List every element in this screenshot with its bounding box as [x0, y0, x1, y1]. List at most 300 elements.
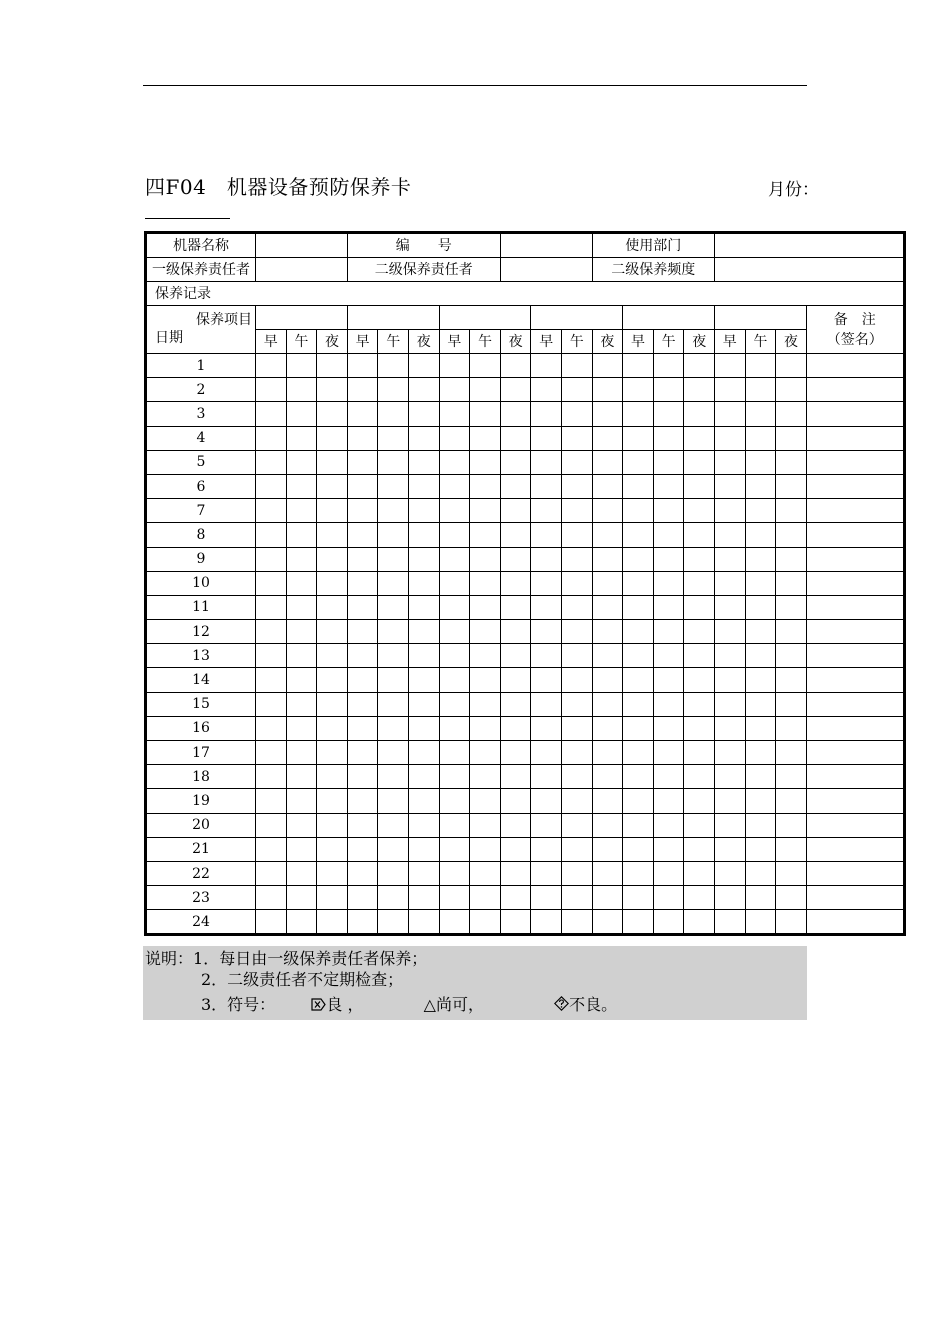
shift-cell[interactable]	[592, 765, 623, 789]
shift-cell[interactable]	[378, 402, 409, 426]
shift-cell[interactable]	[623, 668, 654, 692]
shift-cell[interactable]	[745, 474, 776, 498]
shift-cell[interactable]	[500, 402, 531, 426]
shift-cell[interactable]	[714, 402, 745, 426]
shift-cell[interactable]	[256, 789, 287, 813]
shift-cell[interactable]	[653, 378, 684, 402]
shift-cell[interactable]	[439, 354, 470, 378]
remarks-cell[interactable]	[806, 499, 904, 523]
remarks-cell[interactable]	[806, 620, 904, 644]
shift-cell[interactable]	[592, 620, 623, 644]
remarks-cell[interactable]	[806, 547, 904, 571]
shift-cell[interactable]	[500, 595, 531, 619]
shift-cell[interactable]	[286, 499, 317, 523]
shift-cell[interactable]	[439, 499, 470, 523]
shift-cell[interactable]	[317, 474, 348, 498]
shift-cell[interactable]	[317, 499, 348, 523]
shift-cell[interactable]	[684, 644, 715, 668]
shift-cell[interactable]	[592, 571, 623, 595]
shift-cell[interactable]	[378, 644, 409, 668]
remarks-cell[interactable]	[806, 571, 904, 595]
shift-cell[interactable]	[439, 426, 470, 450]
shift-cell[interactable]	[286, 595, 317, 619]
shift-cell[interactable]	[378, 474, 409, 498]
shift-cell[interactable]	[562, 861, 593, 885]
shift-cell[interactable]	[470, 765, 501, 789]
shift-cell[interactable]	[347, 620, 378, 644]
shift-cell[interactable]	[623, 474, 654, 498]
shift-cell[interactable]	[653, 886, 684, 910]
shift-cell[interactable]	[623, 523, 654, 547]
department-field[interactable]	[714, 233, 904, 258]
shift-cell[interactable]	[745, 644, 776, 668]
shift-cell[interactable]	[623, 499, 654, 523]
maintenance-item-header[interactable]	[256, 306, 348, 330]
shift-cell[interactable]	[653, 499, 684, 523]
shift-cell[interactable]	[592, 426, 623, 450]
shift-cell[interactable]	[745, 910, 776, 935]
shift-cell[interactable]	[653, 837, 684, 861]
shift-cell[interactable]	[256, 668, 287, 692]
shift-cell[interactable]	[531, 595, 562, 619]
shift-cell[interactable]	[408, 620, 439, 644]
shift-cell[interactable]	[317, 354, 348, 378]
shift-cell[interactable]	[562, 474, 593, 498]
shift-cell[interactable]	[470, 354, 501, 378]
shift-cell[interactable]	[408, 474, 439, 498]
shift-cell[interactable]	[439, 692, 470, 716]
shift-cell[interactable]	[623, 910, 654, 935]
shift-cell[interactable]	[745, 716, 776, 740]
shift-cell[interactable]	[470, 789, 501, 813]
remarks-cell[interactable]	[806, 910, 904, 935]
shift-cell[interactable]	[531, 837, 562, 861]
shift-cell[interactable]	[776, 620, 807, 644]
shift-cell[interactable]	[317, 741, 348, 765]
shift-cell[interactable]	[317, 716, 348, 740]
shift-cell[interactable]	[776, 716, 807, 740]
shift-cell[interactable]	[500, 910, 531, 935]
shift-cell[interactable]	[347, 547, 378, 571]
shift-cell[interactable]	[684, 813, 715, 837]
remarks-cell[interactable]	[806, 595, 904, 619]
shift-cell[interactable]	[531, 741, 562, 765]
shift-cell[interactable]	[684, 861, 715, 885]
shift-cell[interactable]	[317, 692, 348, 716]
shift-cell[interactable]	[684, 910, 715, 935]
shift-cell[interactable]	[531, 861, 562, 885]
remarks-cell[interactable]	[806, 474, 904, 498]
shift-cell[interactable]	[286, 547, 317, 571]
shift-cell[interactable]	[684, 692, 715, 716]
shift-cell[interactable]	[408, 354, 439, 378]
shift-cell[interactable]	[745, 595, 776, 619]
shift-cell[interactable]	[562, 450, 593, 474]
shift-cell[interactable]	[745, 813, 776, 837]
shift-cell[interactable]	[562, 741, 593, 765]
shift-cell[interactable]	[347, 741, 378, 765]
shift-cell[interactable]	[531, 644, 562, 668]
shift-cell[interactable]	[378, 378, 409, 402]
shift-cell[interactable]	[714, 813, 745, 837]
shift-cell[interactable]	[500, 450, 531, 474]
shift-cell[interactable]	[378, 741, 409, 765]
shift-cell[interactable]	[623, 547, 654, 571]
shift-cell[interactable]	[500, 426, 531, 450]
shift-cell[interactable]	[500, 716, 531, 740]
shift-cell[interactable]	[408, 886, 439, 910]
shift-cell[interactable]	[714, 378, 745, 402]
shift-cell[interactable]	[776, 378, 807, 402]
remarks-cell[interactable]	[806, 426, 904, 450]
shift-cell[interactable]	[470, 595, 501, 619]
remarks-cell[interactable]	[806, 837, 904, 861]
shift-cell[interactable]	[623, 886, 654, 910]
shift-cell[interactable]	[347, 910, 378, 935]
shift-cell[interactable]	[317, 910, 348, 935]
shift-cell[interactable]	[378, 668, 409, 692]
shift-cell[interactable]	[317, 789, 348, 813]
shift-cell[interactable]	[439, 741, 470, 765]
remarks-cell[interactable]	[806, 886, 904, 910]
shift-cell[interactable]	[347, 692, 378, 716]
remarks-cell[interactable]	[806, 354, 904, 378]
shift-cell[interactable]	[347, 813, 378, 837]
shift-cell[interactable]	[562, 571, 593, 595]
shift-cell[interactable]	[562, 620, 593, 644]
shift-cell[interactable]	[256, 378, 287, 402]
remarks-cell[interactable]	[806, 861, 904, 885]
shift-cell[interactable]	[439, 378, 470, 402]
shift-cell[interactable]	[256, 910, 287, 935]
shift-cell[interactable]	[378, 547, 409, 571]
shift-cell[interactable]	[531, 668, 562, 692]
shift-cell[interactable]	[531, 354, 562, 378]
shift-cell[interactable]	[347, 474, 378, 498]
shift-cell[interactable]	[623, 813, 654, 837]
remarks-cell[interactable]	[806, 692, 904, 716]
shift-cell[interactable]	[408, 741, 439, 765]
shift-cell[interactable]	[470, 910, 501, 935]
shift-cell[interactable]	[653, 620, 684, 644]
shift-cell[interactable]	[776, 789, 807, 813]
shift-cell[interactable]	[714, 765, 745, 789]
remarks-cell[interactable]	[806, 789, 904, 813]
shift-cell[interactable]	[347, 595, 378, 619]
shift-cell[interactable]	[439, 595, 470, 619]
shift-cell[interactable]	[531, 378, 562, 402]
shift-cell[interactable]	[776, 474, 807, 498]
shift-cell[interactable]	[776, 450, 807, 474]
shift-cell[interactable]	[286, 813, 317, 837]
shift-cell[interactable]	[653, 547, 684, 571]
shift-cell[interactable]	[684, 523, 715, 547]
shift-cell[interactable]	[531, 692, 562, 716]
shift-cell[interactable]	[714, 499, 745, 523]
shift-cell[interactable]	[684, 595, 715, 619]
remarks-cell[interactable]	[806, 813, 904, 837]
shift-cell[interactable]	[623, 378, 654, 402]
shift-cell[interactable]	[653, 692, 684, 716]
shift-cell[interactable]	[653, 426, 684, 450]
remarks-cell[interactable]	[806, 644, 904, 668]
shift-cell[interactable]	[776, 402, 807, 426]
shift-cell[interactable]	[714, 595, 745, 619]
shift-cell[interactable]	[256, 595, 287, 619]
shift-cell[interactable]	[714, 547, 745, 571]
shift-cell[interactable]	[562, 547, 593, 571]
shift-cell[interactable]	[408, 837, 439, 861]
shift-cell[interactable]	[592, 402, 623, 426]
shift-cell[interactable]	[439, 450, 470, 474]
shift-cell[interactable]	[256, 402, 287, 426]
shift-cell[interactable]	[500, 354, 531, 378]
shift-cell[interactable]	[745, 620, 776, 644]
shift-cell[interactable]	[592, 813, 623, 837]
shift-cell[interactable]	[714, 450, 745, 474]
maintenance-item-header[interactable]	[714, 306, 806, 330]
shift-cell[interactable]	[470, 426, 501, 450]
shift-cell[interactable]	[286, 620, 317, 644]
remarks-cell[interactable]	[806, 668, 904, 692]
shift-cell[interactable]	[256, 644, 287, 668]
shift-cell[interactable]	[653, 813, 684, 837]
shift-cell[interactable]	[531, 765, 562, 789]
shift-cell[interactable]	[714, 474, 745, 498]
shift-cell[interactable]	[653, 716, 684, 740]
remarks-cell[interactable]	[806, 450, 904, 474]
shift-cell[interactable]	[653, 354, 684, 378]
shift-cell[interactable]	[562, 692, 593, 716]
shift-cell[interactable]	[286, 910, 317, 935]
shift-cell[interactable]	[347, 402, 378, 426]
shift-cell[interactable]	[653, 523, 684, 547]
shift-cell[interactable]	[470, 644, 501, 668]
remarks-cell[interactable]	[806, 523, 904, 547]
shift-cell[interactable]	[714, 644, 745, 668]
shift-cell[interactable]	[623, 402, 654, 426]
shift-cell[interactable]	[256, 571, 287, 595]
shift-cell[interactable]	[317, 571, 348, 595]
shift-cell[interactable]	[592, 450, 623, 474]
shift-cell[interactable]	[286, 789, 317, 813]
shift-cell[interactable]	[408, 910, 439, 935]
shift-cell[interactable]	[439, 571, 470, 595]
shift-cell[interactable]	[684, 837, 715, 861]
shift-cell[interactable]	[592, 378, 623, 402]
shift-cell[interactable]	[592, 886, 623, 910]
shift-cell[interactable]	[256, 547, 287, 571]
shift-cell[interactable]	[592, 547, 623, 571]
shift-cell[interactable]	[500, 547, 531, 571]
shift-cell[interactable]	[714, 692, 745, 716]
shift-cell[interactable]	[745, 765, 776, 789]
shift-cell[interactable]	[623, 765, 654, 789]
shift-cell[interactable]	[286, 474, 317, 498]
shift-cell[interactable]	[562, 789, 593, 813]
shift-cell[interactable]	[653, 789, 684, 813]
shift-cell[interactable]	[562, 378, 593, 402]
shift-cell[interactable]	[500, 571, 531, 595]
shift-cell[interactable]	[684, 741, 715, 765]
remarks-cell[interactable]	[806, 765, 904, 789]
shift-cell[interactable]	[776, 910, 807, 935]
shift-cell[interactable]	[439, 837, 470, 861]
shift-cell[interactable]	[470, 741, 501, 765]
shift-cell[interactable]	[470, 547, 501, 571]
shift-cell[interactable]	[745, 547, 776, 571]
shift-cell[interactable]	[408, 644, 439, 668]
shift-cell[interactable]	[317, 620, 348, 644]
shift-cell[interactable]	[347, 499, 378, 523]
shift-cell[interactable]	[378, 595, 409, 619]
shift-cell[interactable]	[317, 402, 348, 426]
shift-cell[interactable]	[776, 571, 807, 595]
shift-cell[interactable]	[714, 620, 745, 644]
shift-cell[interactable]	[256, 499, 287, 523]
shift-cell[interactable]	[286, 886, 317, 910]
shift-cell[interactable]	[623, 620, 654, 644]
shift-cell[interactable]	[776, 644, 807, 668]
shift-cell[interactable]	[317, 668, 348, 692]
shift-cell[interactable]	[439, 474, 470, 498]
shift-cell[interactable]	[500, 523, 531, 547]
shift-cell[interactable]	[347, 716, 378, 740]
shift-cell[interactable]	[439, 813, 470, 837]
shift-cell[interactable]	[714, 741, 745, 765]
shift-cell[interactable]	[776, 499, 807, 523]
shift-cell[interactable]	[684, 474, 715, 498]
maintenance-item-header[interactable]	[531, 306, 623, 330]
shift-cell[interactable]	[592, 499, 623, 523]
remarks-cell[interactable]	[806, 378, 904, 402]
shift-cell[interactable]	[500, 886, 531, 910]
shift-cell[interactable]	[439, 765, 470, 789]
shift-cell[interactable]	[408, 789, 439, 813]
shift-cell[interactable]	[531, 547, 562, 571]
shift-cell[interactable]	[378, 523, 409, 547]
shift-cell[interactable]	[256, 716, 287, 740]
shift-cell[interactable]	[378, 886, 409, 910]
shift-cell[interactable]	[286, 861, 317, 885]
level2-owner-field[interactable]	[500, 258, 592, 282]
shift-cell[interactable]	[776, 861, 807, 885]
shift-cell[interactable]	[347, 644, 378, 668]
shift-cell[interactable]	[256, 474, 287, 498]
shift-cell[interactable]	[745, 668, 776, 692]
shift-cell[interactable]	[653, 571, 684, 595]
shift-cell[interactable]	[531, 402, 562, 426]
shift-cell[interactable]	[439, 547, 470, 571]
shift-cell[interactable]	[745, 571, 776, 595]
shift-cell[interactable]	[378, 692, 409, 716]
shift-cell[interactable]	[592, 741, 623, 765]
shift-cell[interactable]	[470, 716, 501, 740]
shift-cell[interactable]	[470, 668, 501, 692]
shift-cell[interactable]	[684, 450, 715, 474]
shift-cell[interactable]	[562, 426, 593, 450]
shift-cell[interactable]	[592, 354, 623, 378]
shift-cell[interactable]	[286, 450, 317, 474]
shift-cell[interactable]	[776, 354, 807, 378]
shift-cell[interactable]	[623, 354, 654, 378]
shift-cell[interactable]	[500, 499, 531, 523]
shift-cell[interactable]	[714, 354, 745, 378]
shift-cell[interactable]	[378, 837, 409, 861]
shift-cell[interactable]	[378, 789, 409, 813]
shift-cell[interactable]	[745, 692, 776, 716]
shift-cell[interactable]	[500, 474, 531, 498]
shift-cell[interactable]	[531, 789, 562, 813]
shift-cell[interactable]	[531, 571, 562, 595]
shift-cell[interactable]	[317, 813, 348, 837]
shift-cell[interactable]	[347, 571, 378, 595]
shift-cell[interactable]	[745, 450, 776, 474]
shift-cell[interactable]	[347, 765, 378, 789]
shift-cell[interactable]	[317, 378, 348, 402]
shift-cell[interactable]	[256, 837, 287, 861]
shift-cell[interactable]	[684, 378, 715, 402]
shift-cell[interactable]	[500, 861, 531, 885]
shift-cell[interactable]	[439, 910, 470, 935]
shift-cell[interactable]	[378, 450, 409, 474]
shift-cell[interactable]	[562, 813, 593, 837]
shift-cell[interactable]	[653, 644, 684, 668]
shift-cell[interactable]	[684, 789, 715, 813]
shift-cell[interactable]	[562, 886, 593, 910]
shift-cell[interactable]	[439, 644, 470, 668]
shift-cell[interactable]	[623, 595, 654, 619]
shift-cell[interactable]	[714, 426, 745, 450]
shift-cell[interactable]	[776, 547, 807, 571]
remarks-cell[interactable]	[806, 402, 904, 426]
shift-cell[interactable]	[256, 450, 287, 474]
shift-cell[interactable]	[500, 644, 531, 668]
shift-cell[interactable]	[714, 837, 745, 861]
shift-cell[interactable]	[286, 523, 317, 547]
remarks-cell[interactable]	[806, 741, 904, 765]
shift-cell[interactable]	[470, 861, 501, 885]
shift-cell[interactable]	[653, 861, 684, 885]
shift-cell[interactable]	[684, 571, 715, 595]
shift-cell[interactable]	[439, 886, 470, 910]
shift-cell[interactable]	[684, 765, 715, 789]
shift-cell[interactable]	[500, 741, 531, 765]
shift-cell[interactable]	[592, 789, 623, 813]
shift-cell[interactable]	[317, 426, 348, 450]
shift-cell[interactable]	[408, 813, 439, 837]
shift-cell[interactable]	[256, 741, 287, 765]
shift-cell[interactable]	[623, 644, 654, 668]
shift-cell[interactable]	[562, 644, 593, 668]
shift-cell[interactable]	[439, 716, 470, 740]
shift-cell[interactable]	[653, 474, 684, 498]
shift-cell[interactable]	[562, 595, 593, 619]
shift-cell[interactable]	[562, 837, 593, 861]
shift-cell[interactable]	[562, 402, 593, 426]
maintenance-item-header[interactable]	[347, 306, 439, 330]
maintenance-item-header[interactable]	[623, 306, 715, 330]
shift-cell[interactable]	[684, 499, 715, 523]
shift-cell[interactable]	[592, 910, 623, 935]
shift-cell[interactable]	[470, 378, 501, 402]
shift-cell[interactable]	[286, 716, 317, 740]
shift-cell[interactable]	[347, 837, 378, 861]
shift-cell[interactable]	[286, 668, 317, 692]
shift-cell[interactable]	[347, 378, 378, 402]
shift-cell[interactable]	[286, 741, 317, 765]
shift-cell[interactable]	[317, 523, 348, 547]
